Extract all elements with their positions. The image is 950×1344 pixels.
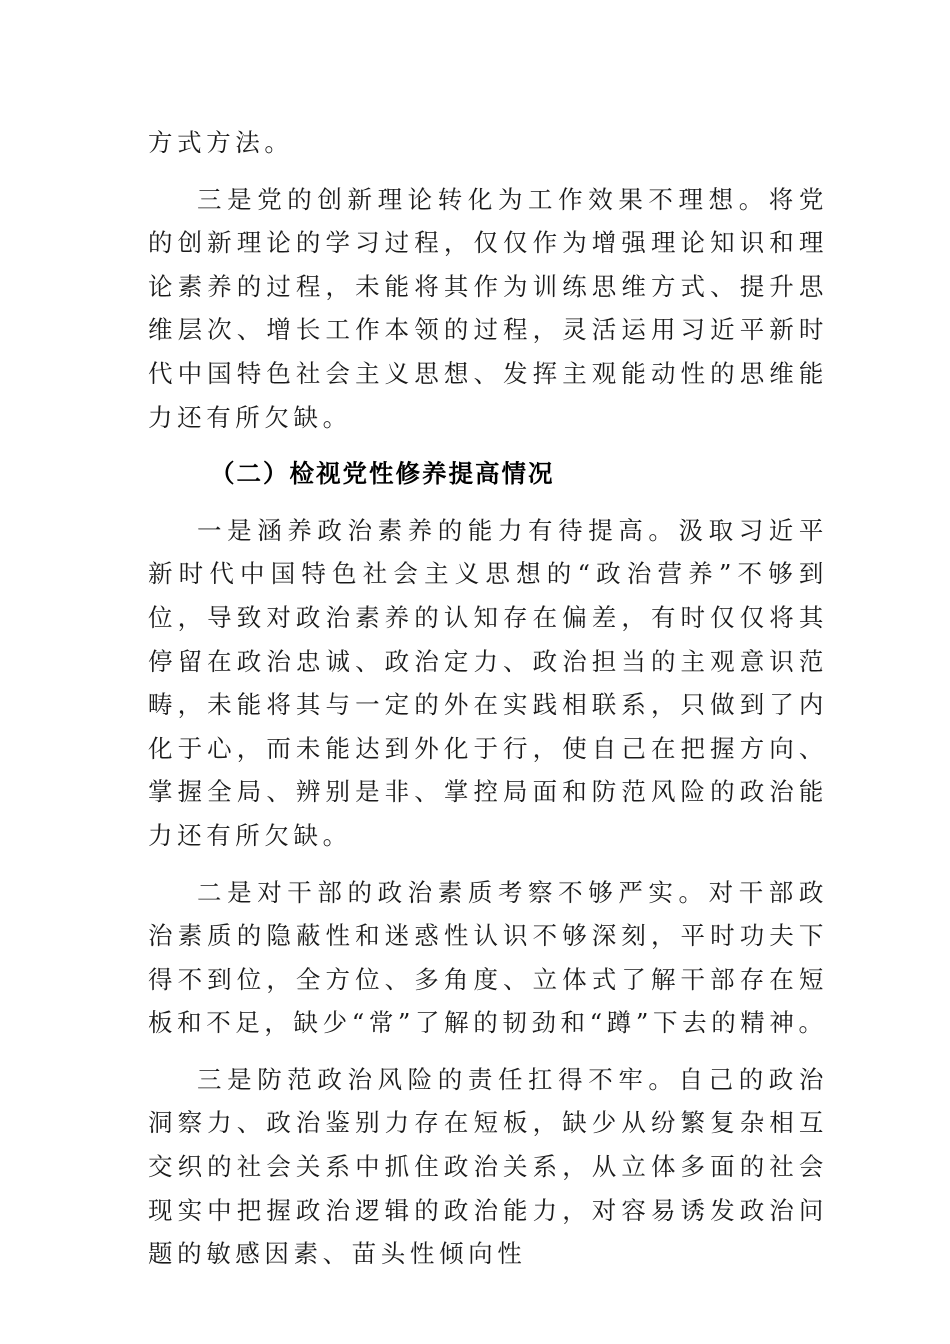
paragraph-party-2: 二是对干部的政治素质考察不够严实。对干部政治素质的隐蔽性和迷惑性认识不够深刻，平时功夫下得不到位，全方位、多角度、立体式了解干部存在短板和不足，缺少“常”了解的韧劲和“蹲”下去的精神。: [148, 877, 828, 1038]
paragraph-continued: 方式方法。: [148, 128, 294, 157]
paragraph-party-3: 三是防范政治风险的责任扛得不牢。自己的政治洞察力、政治鉴别力存在短板，缺少从纷繁复杂相互交织的社会关系中抓住政治关系，从立体多面的社会现实中把握政治逻辑的政治能力，对容易诱发政治问题的敏感因素、苗头性倾向性: [148, 1064, 828, 1269]
section-heading: （二）检视党性修养提高情况: [210, 459, 555, 489]
paragraph-party-1: 一是涵养政治素养的能力有待提高。汲取习近平新时代中国特色社会主义思想的“政治营养”不够到位，导致对政治素养的认知存在偏差，有时仅仅将其停留在政治忠诚、政治定力、政治担当的主观意识范畴，未能将其与一定的外在实践相联系，只做到了内化于心，而未能达到外化于行，使自己在把握方向、掌握全局、辨别是非、掌控局面和防范风险的政治能力还有所欠缺。: [148, 515, 828, 850]
document-body: [148, 121, 828, 1276]
paragraph-theory-3: 三是党的创新理论转化为工作效果不理想。将党的创新理论的学习过程，仅仅作为增强理论知识和理论素养的过程，未能将其作为训练思维方式、提升思维层次、增长工作本领的过程，灵活运用习近平新时代中国特色社会主义思想、发挥主观能动性的思维能力还有所欠缺。: [148, 184, 828, 432]
